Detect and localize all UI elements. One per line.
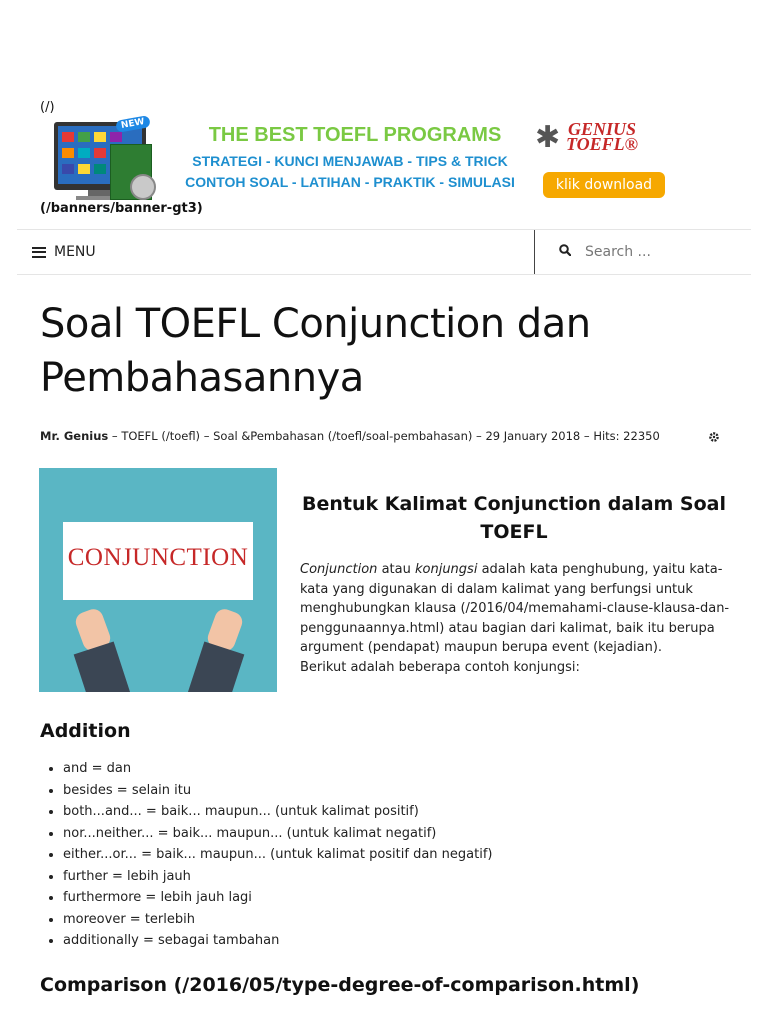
brand-bottom: TOEFL® [565,134,639,154]
addition-list [40,758,492,952]
nav-bar [17,229,751,275]
new-badge: NEW [115,115,150,133]
meta-separator: – [203,429,210,443]
banner-link[interactable]: (/banners/banner-gt3) [40,201,203,216]
hamburger-icon [32,247,46,258]
home-link[interactable]: (/) [40,100,55,115]
nav-divider [534,230,535,274]
list-item: • furthermore = lebih jauh lagi [63,887,492,909]
gear-icon[interactable] [708,431,720,443]
publish-date: 29 January 2018 [485,429,581,443]
right-sleeve [180,641,245,692]
page-title: Soal TOEFL Conjunction dan Pembahasannya [40,301,591,401]
image-caption-text: CONJUNCTION [67,544,249,571]
cd-disc-icon [130,174,156,200]
intro-line-2: Berikut adalah beberapa contoh konjungsi: [300,659,580,675]
brand-atom-icon: ✱ [535,120,561,155]
term-konjungsi: konjungsi [414,562,478,577]
meta-separator: – [476,429,482,443]
brand-logo [537,119,667,154]
subcategory-link[interactable]: Soal &Pembahasan (/toefl/soal-pembahasan) [213,429,473,443]
term-conjunction: Conjunction [300,562,378,577]
list-item: • additionally = sebagai tambahan [63,930,492,952]
list-item: • either...or... = baik... maupun... (untuk kalimat positif dan negatif) [63,844,492,866]
banner-headline: THE BEST TOEFL PROGRAMS [208,124,502,146]
hits-count: Hits: 22350 [593,429,660,443]
search-icon[interactable] [559,244,571,256]
intro-paragraph [300,560,732,677]
intro-body: adalah kata penghubung, yaitu kata-kata yang digunakan di dalam kalimat yang berfungsi untuk menghubungkan klausa (/2016/04/memahami-clause-klausa-dan-penggunaannya.html) atau bagian dari kalimat, baik itu berupa argument (pendapat) maupun berupa event (kejadian). [300,562,730,655]
list-item: • moreover = terlebih [63,909,492,931]
list-item: • and = dan [63,758,492,780]
meta-separator: – [111,429,118,443]
list-item: • both...and... = baik... maupun... (untuk kalimat positif) [63,801,492,823]
author-link[interactable]: Mr. Genius [40,429,109,443]
left-sleeve [74,641,139,692]
word-atau: atau [381,562,411,577]
brand-top: GENIUS [567,119,637,139]
addition-heading: Addition [40,720,131,742]
list-item: • nor...neither... = baik... maupun... (untuk kalimat negatif) [63,823,492,845]
banner-line-2: CONTOH SOAL - LATIHAN - PRAKTIK - SIMULASI [185,174,515,190]
download-button[interactable]: klik download [543,172,665,198]
section-subheading: Bentuk Kalimat Conjunction dalam Soal TOEFL [301,493,727,543]
list-item: • further = lebih jauh [63,866,492,888]
category-link[interactable]: TOEFL (/toefl) [121,429,201,443]
list-item: • besides = selain itu [63,780,492,802]
comparison-heading[interactable]: Comparison (/2016/05/type-degree-of-comparison.html) [40,974,640,996]
banner-line-1: STRATEGI - KUNCI MENJAWAB - TIPS & TRICK [192,153,508,169]
article-meta [40,429,660,443]
search-input[interactable] [585,241,745,263]
menu-label: MENU [54,244,96,260]
promo-banner[interactable] [40,116,680,206]
menu-button[interactable] [32,230,96,274]
conjunction-image [39,468,277,692]
meta-separator: – [583,429,590,443]
sign-board [63,522,253,600]
